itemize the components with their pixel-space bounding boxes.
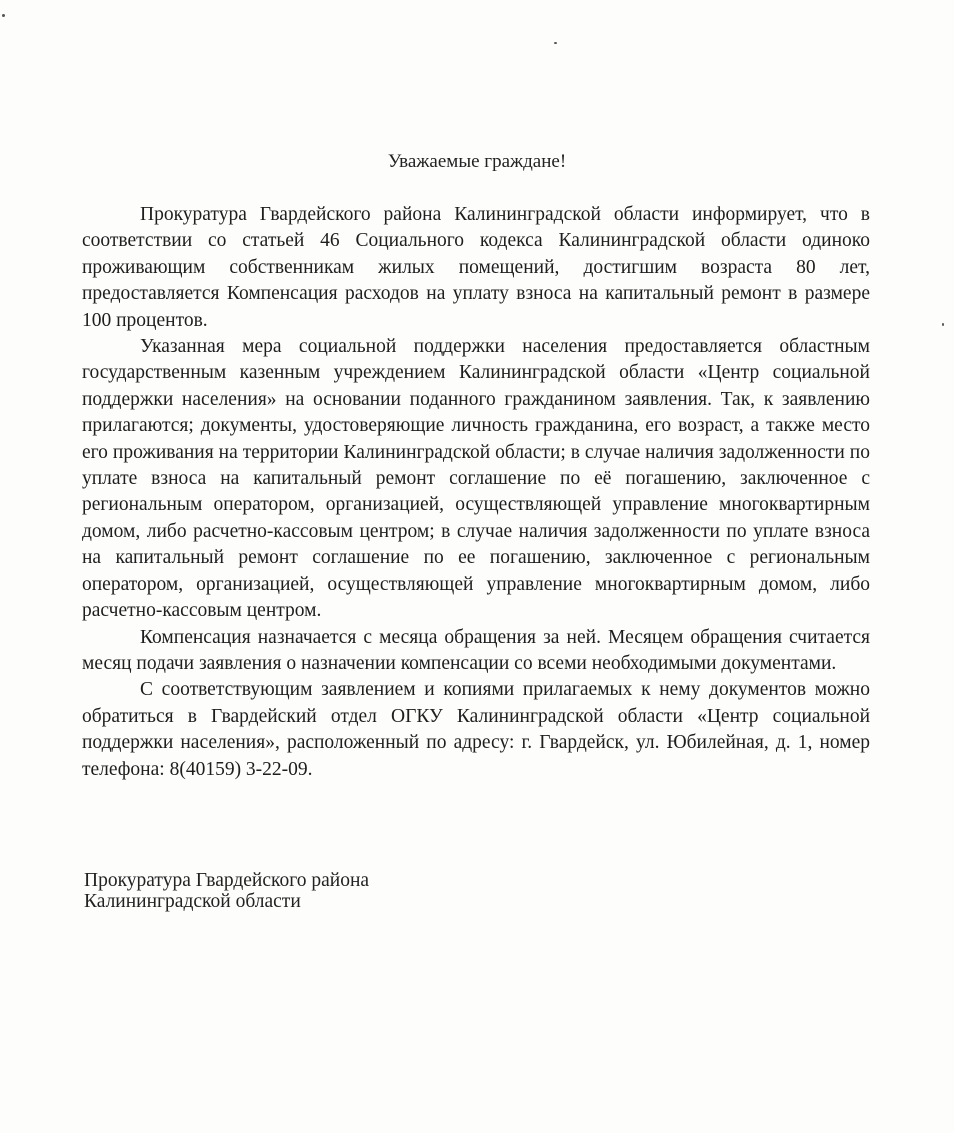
scan-speck <box>554 42 557 44</box>
scan-speck <box>2 14 5 17</box>
signature-line-2: Калининградской области <box>84 891 301 912</box>
paragraph-procedure: Указанная мера социальной поддержки населения предоставляется областным государственным казенным учреждением Калининградской области «Центр социальной поддержки населения» на основании поданного гражданином заявления. Так, к заявлению прилагаются; документы, удостоверяющие личность гражданина, его возраст, а также место его проживания на территории Калининградской области; в случае наличия задолженности по уплате взноса на капитальный ремонт соглашение по её погашению, заключенное с региональным оператором, организацией, осуществляющей управление многоквартирным домом, либо расчетно-кассовым центром; в случае наличия задолженности по уплате взноса на капитальный ремонт соглашение по ее погашению, заключенное с региональным оператором, организацией, осуществляющей управление многоквартирным домом, либо расчетно-кассовым центром. <box>82 336 870 622</box>
scan-speck <box>942 323 944 326</box>
document-body <box>82 202 870 783</box>
paragraph-contact: С соответствующим заявлением и копиями прилагаемых к нему документов можно обратиться в Гвардейский отдел ОГКУ Калининградской области «Центр социальной поддержки населения», расположенный по адресу: г. Гвардейск, ул. Юбилейная, д. 1, номер телефона: 8(40159) 3-22-09. <box>82 679 870 780</box>
paragraph-assignment: Компенсация назначается с месяца обращения за ней. Месяцем обращения считается месяц подачи заявления о назначении компенсации со всеми необходимыми документами. <box>82 626 870 674</box>
signature-block <box>84 870 369 912</box>
signature-line-1: Прокуратура Гвардейского района <box>84 870 370 891</box>
paragraph-info: Прокуратура Гвардейского района Калининградской области информирует, что в соответствии со статьей 46 Социального кодекса Калининградской области одиноко проживающим собственникам жилых помещений, достигшим возраста 80 лет, предоставляется Компенсация расходов на уплату взноса на капитальный ремонт в размере 100 процентов. <box>82 204 870 331</box>
document-heading: Уважаемые граждане! <box>387 151 567 172</box>
